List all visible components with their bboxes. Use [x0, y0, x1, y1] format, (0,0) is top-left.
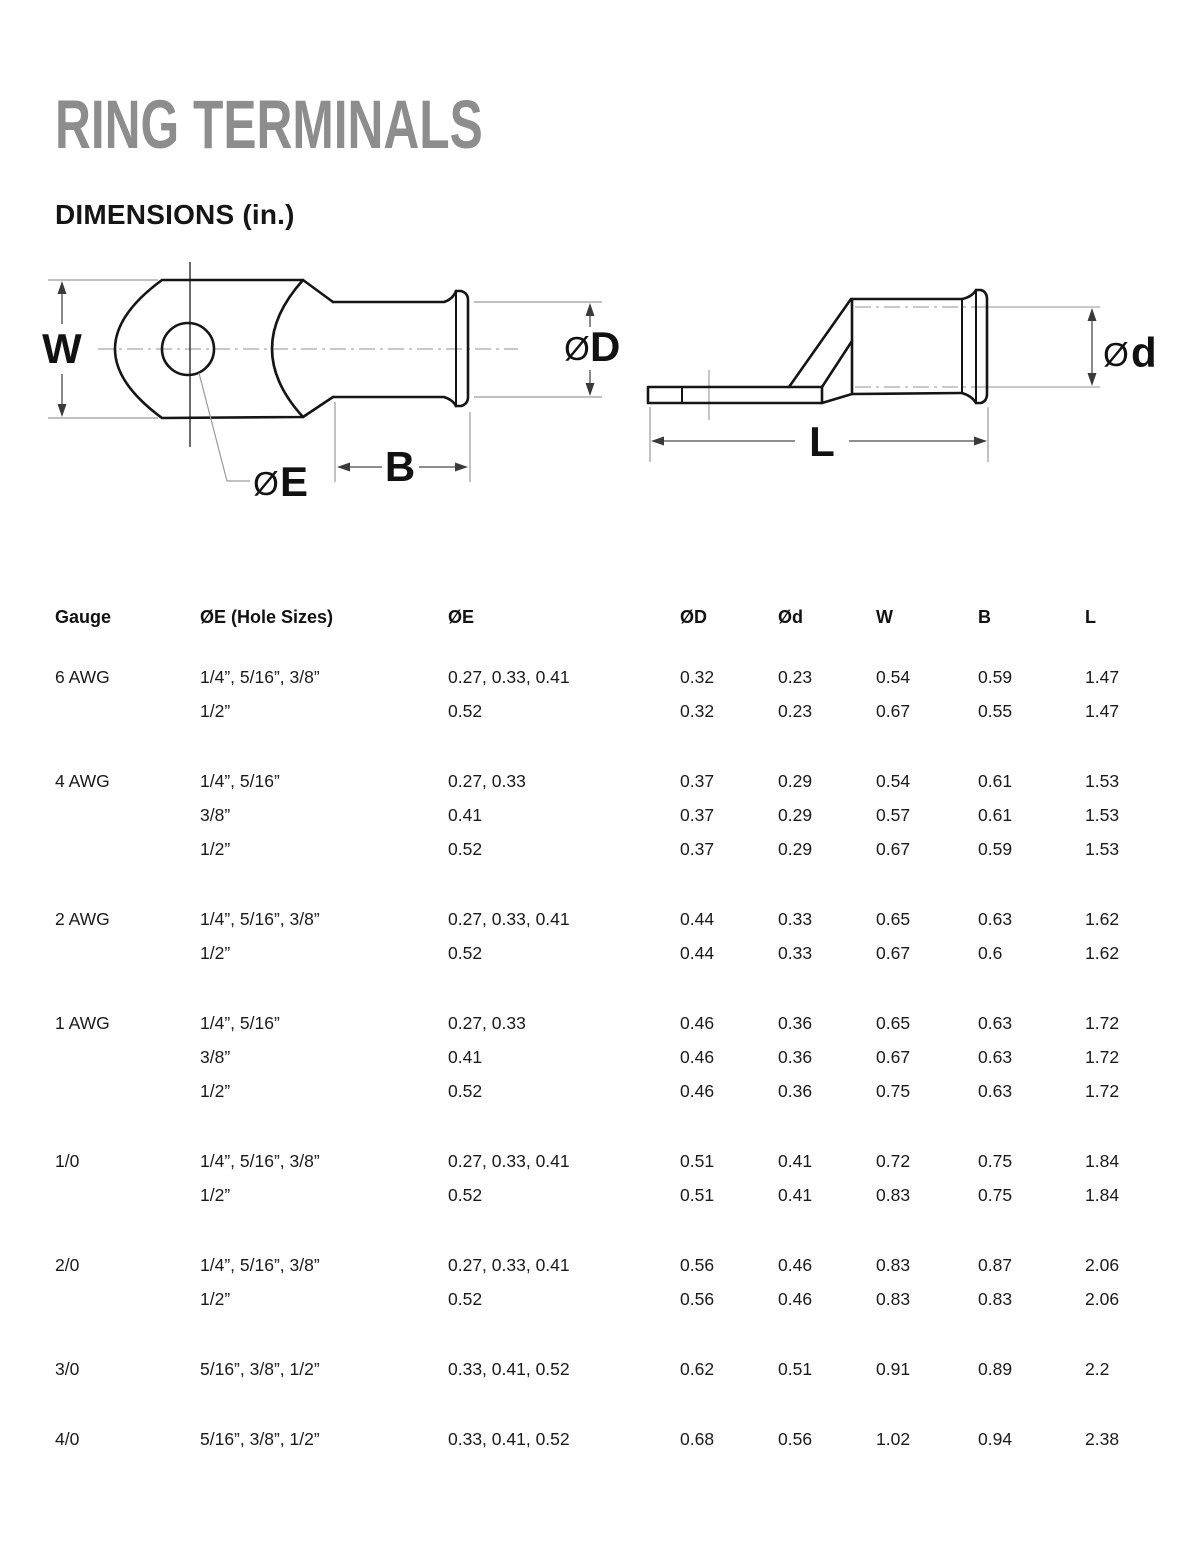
dimensions-table [55, 602, 1167, 1492]
dimensions-table-body [55, 660, 1167, 1456]
table-cell: 4 AWG [55, 770, 110, 791]
table-cell: 0.6 [978, 942, 1003, 963]
table-cell: 0.37 [680, 804, 715, 825]
table-cell: 0.27, 0.33, 0.41 [448, 908, 570, 929]
table-cell: 2.38 [1085, 1428, 1120, 1449]
table-cell: 0.41 [448, 1046, 483, 1067]
table-cell: 2.06 [1085, 1254, 1120, 1275]
table-cell: 0.63 [978, 908, 1013, 929]
table-cell: 1/4”, 5/16”, 3/8” [200, 1150, 320, 1171]
table-cell: 0.41 [778, 1184, 813, 1205]
table-cell: 0.57 [876, 804, 911, 825]
table-cell: 0.36 [778, 1080, 813, 1101]
gauge-group [55, 1248, 1167, 1316]
table-cell: 0.83 [978, 1288, 1013, 1309]
label-l: L [809, 418, 835, 465]
label-oe-symbol: Ø [253, 465, 279, 502]
table-cell: 0.46 [778, 1288, 813, 1309]
table-cell: 0.36 [778, 1046, 813, 1067]
table-cell: 3/8” [200, 804, 231, 825]
table-cell: 2.06 [1085, 1288, 1120, 1309]
dim-oe [199, 373, 308, 505]
table-cell: 0.54 [876, 770, 911, 791]
label-b: B [384, 443, 416, 490]
table-row [55, 832, 1167, 866]
table-cell: 0.75 [978, 1150, 1013, 1171]
table-cell: 0.68 [680, 1428, 715, 1449]
table-cell: 0.46 [680, 1012, 715, 1033]
table-cell: 1/4”, 5/16” [200, 1012, 280, 1033]
table-cell: 2.2 [1085, 1358, 1110, 1379]
table-row [55, 1074, 1167, 1108]
table-cell: 5/16”, 3/8”, 1/2” [200, 1358, 320, 1379]
table-cell: 2 AWG [55, 908, 110, 929]
table-cell: 0.65 [876, 908, 911, 929]
gauge-group [55, 660, 1167, 728]
table-cell: 0.67 [876, 838, 911, 859]
column-header-id: Ød [778, 606, 803, 627]
table-cell: 0.46 [778, 1254, 813, 1275]
gauge-group [55, 764, 1167, 866]
table-row [55, 764, 1167, 798]
column-header-b: B [978, 606, 991, 627]
table-cell: 0.61 [978, 770, 1013, 791]
table-cell: 0.23 [778, 700, 813, 721]
table-cell: 0.52 [448, 1080, 483, 1101]
table-cell: 1/4”, 5/16”, 3/8” [200, 1254, 320, 1275]
table-cell: 0.62 [680, 1358, 715, 1379]
dim-od [474, 302, 620, 397]
table-cell: 0.56 [680, 1254, 715, 1275]
table-cell: 0.27, 0.33, 0.41 [448, 1254, 570, 1275]
table-cell: 0.52 [448, 838, 483, 859]
table-cell: 0.94 [978, 1428, 1013, 1449]
table-cell: 1.53 [1085, 770, 1120, 791]
label-w: W [42, 325, 82, 372]
table-cell: 0.63 [978, 1012, 1013, 1033]
label-od-letter: D [590, 323, 621, 370]
table-cell: 0.37 [680, 838, 715, 859]
table-row [55, 1144, 1167, 1178]
table-cell: 1.53 [1085, 838, 1120, 859]
table-cell: 0.44 [680, 908, 715, 929]
table-cell: 0.65 [876, 1012, 911, 1033]
section-heading: DIMENSIONS (in.) [55, 199, 295, 230]
table-cell: 0.67 [876, 942, 911, 963]
table-cell: 1/4”, 5/16” [200, 770, 280, 791]
table-cell: 0.33 [778, 908, 813, 929]
table-cell: 0.33, 0.41, 0.52 [448, 1358, 570, 1379]
table-cell: 0.41 [778, 1150, 813, 1171]
label-id-symbol: Ø [1103, 336, 1129, 373]
table-cell: 0.41 [448, 804, 483, 825]
table-row [55, 798, 1167, 832]
gauge-group [55, 902, 1167, 970]
column-header-w: W [876, 606, 893, 627]
table-cell: 0.46 [680, 1080, 715, 1101]
table-cell: 1/4”, 5/16”, 3/8” [200, 666, 320, 687]
table-cell: 1.72 [1085, 1046, 1120, 1067]
table-cell: 0.52 [448, 1288, 483, 1309]
column-header-hole-sizes: ØE (Hole Sizes) [200, 606, 334, 627]
label-oe-letter: E [280, 458, 309, 505]
table-cell: 1/2” [200, 942, 231, 963]
table-cell: 0.83 [876, 1184, 911, 1205]
table-row [55, 1040, 1167, 1074]
table-cell: 1/2” [200, 1288, 231, 1309]
table-cell: 0.61 [978, 804, 1013, 825]
table-cell: 0.75 [876, 1080, 911, 1101]
gauge-group [55, 1422, 1167, 1456]
table-cell: 1/2” [200, 700, 231, 721]
table-row [55, 660, 1167, 694]
table-cell: 0.33, 0.41, 0.52 [448, 1428, 570, 1449]
table-cell: 0.52 [448, 1184, 483, 1205]
label-id-letter: d [1131, 329, 1157, 376]
dim-b [335, 402, 470, 490]
dim-l [650, 407, 988, 465]
table-cell: 0.67 [876, 700, 911, 721]
table-cell: 0.89 [978, 1358, 1013, 1379]
table-cell: 1/4”, 5/16”, 3/8” [200, 908, 320, 929]
label-od-symbol: Ø [564, 330, 590, 367]
table-cell: 0.56 [680, 1288, 715, 1309]
table-cell: 0.72 [876, 1150, 911, 1171]
table-cell: 0.87 [978, 1254, 1013, 1275]
table-cell: 1/2” [200, 838, 231, 859]
table-row [55, 1006, 1167, 1040]
gauge-group [55, 1144, 1167, 1212]
column-header-od: ØD [680, 606, 707, 627]
table-cell: 0.83 [876, 1254, 911, 1275]
table-cell: 3/8” [200, 1046, 231, 1067]
table-cell: 1.47 [1085, 666, 1120, 687]
table-cell: 1 AWG [55, 1012, 110, 1033]
table-cell: 1.84 [1085, 1150, 1120, 1171]
table-cell: 3/0 [55, 1358, 80, 1379]
table-cell: 1.47 [1085, 700, 1120, 721]
table-cell: 0.27, 0.33 [448, 1012, 526, 1033]
table-cell: 0.32 [680, 666, 715, 687]
table-cell: 1.62 [1085, 942, 1120, 963]
column-header-l: L [1085, 606, 1096, 627]
table-cell: 1/2” [200, 1184, 231, 1205]
column-header-oe: ØE [448, 606, 475, 627]
table-cell: 0.67 [876, 1046, 911, 1067]
dimension-drawings [0, 0, 1200, 540]
table-cell: 1.53 [1085, 804, 1120, 825]
table-cell: 0.27, 0.33, 0.41 [448, 1150, 570, 1171]
table-row [55, 694, 1167, 728]
table-cell: 0.36 [778, 1012, 813, 1033]
table-cell: 1.02 [876, 1428, 911, 1449]
table-row [55, 936, 1167, 970]
table-cell: 4/0 [55, 1428, 80, 1449]
table-row [55, 1352, 1167, 1386]
table-cell: 0.46 [680, 1046, 715, 1067]
table-cell: 1/0 [55, 1150, 80, 1171]
table-cell: 1.72 [1085, 1080, 1120, 1101]
table-cell: 0.51 [680, 1150, 715, 1171]
table-cell: 0.32 [680, 700, 715, 721]
table-row [55, 1422, 1167, 1456]
table-cell: 0.29 [778, 804, 813, 825]
table-cell: 0.59 [978, 838, 1013, 859]
gauge-group [55, 1352, 1167, 1386]
table-header-row [55, 602, 1167, 632]
table-cell: 0.63 [978, 1080, 1013, 1101]
table-row [55, 1282, 1167, 1316]
table-cell: 1.72 [1085, 1012, 1120, 1033]
table-cell: 0.27, 0.33, 0.41 [448, 666, 570, 687]
table-cell: 0.27, 0.33 [448, 770, 526, 791]
table-row [55, 1178, 1167, 1212]
table-cell: 0.52 [448, 700, 483, 721]
table-cell: 2/0 [55, 1254, 80, 1275]
table-cell: 5/16”, 3/8”, 1/2” [200, 1428, 320, 1449]
table-cell: 0.37 [680, 770, 715, 791]
gauge-group [55, 1006, 1167, 1108]
table-cell: 0.63 [978, 1046, 1013, 1067]
table-cell: 0.29 [778, 838, 813, 859]
side-view-drawing [648, 290, 1157, 465]
dim-id [1088, 308, 1157, 386]
table-cell: 0.59 [978, 666, 1013, 687]
table-row [55, 1248, 1167, 1282]
table-cell: 0.55 [978, 700, 1013, 721]
table-cell: 0.54 [876, 666, 911, 687]
table-cell: 0.75 [978, 1184, 1013, 1205]
table-cell: 0.56 [778, 1428, 813, 1449]
page-title: RING TERMINALS [55, 86, 483, 163]
table-cell: 1.84 [1085, 1184, 1120, 1205]
table-cell: 0.52 [448, 942, 483, 963]
table-row [55, 902, 1167, 936]
table-cell: 0.33 [778, 942, 813, 963]
table-cell: 0.44 [680, 942, 715, 963]
top-view-drawing [42, 262, 620, 505]
table-cell: 1/2” [200, 1080, 231, 1101]
column-header-gauge: Gauge [55, 606, 112, 627]
table-cell: 0.83 [876, 1288, 911, 1309]
table-cell: 0.23 [778, 666, 813, 687]
table-cell: 0.51 [778, 1358, 813, 1379]
table-cell: 0.29 [778, 770, 813, 791]
table-cell: 0.91 [876, 1358, 911, 1379]
table-cell: 0.51 [680, 1184, 715, 1205]
table-cell: 6 AWG [55, 666, 110, 687]
table-cell: 1.62 [1085, 908, 1120, 929]
